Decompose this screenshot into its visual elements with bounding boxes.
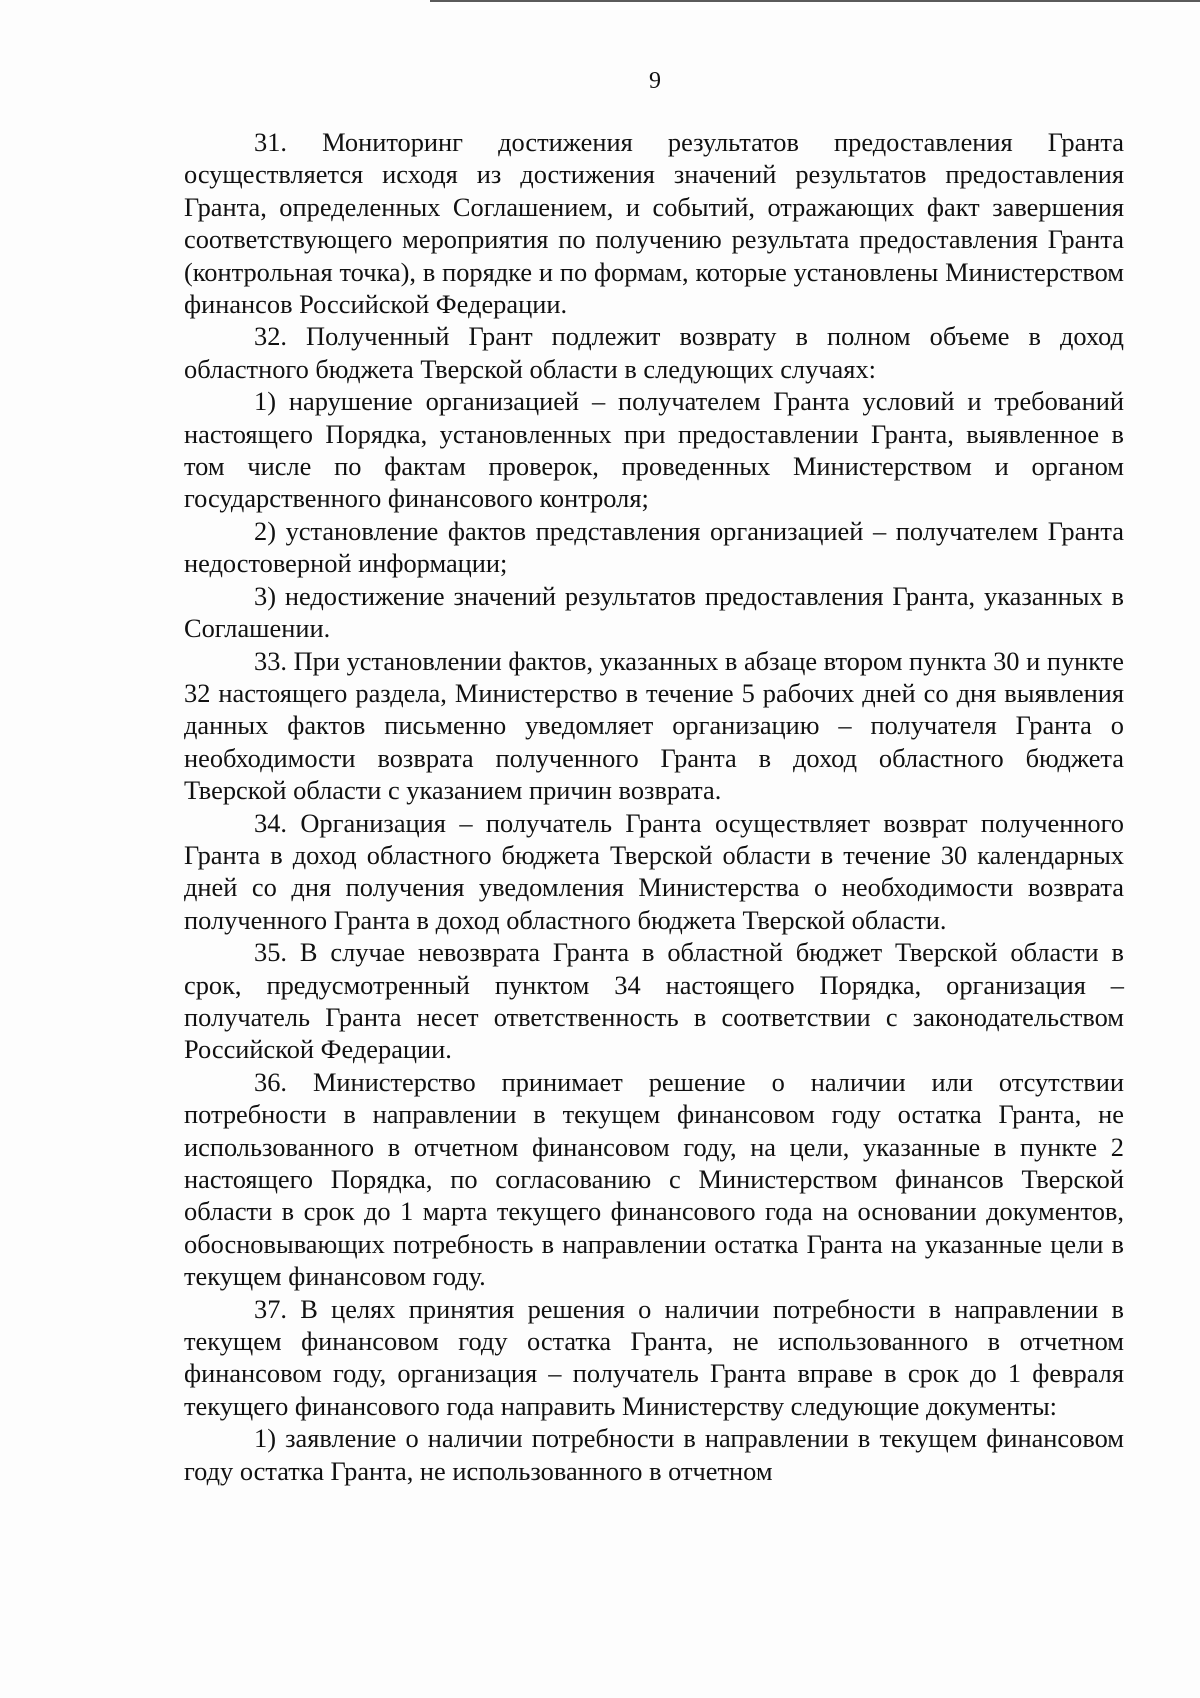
scan-edge-line: [430, 0, 1200, 2]
paragraph-35: 35. В случае невозврата Гранта в областной бюджет Тверской области в срок, предусмотренный пунктом 34 настоящего Порядка, организация – получатель Гранта несет ответственность в соответствии с законодательством Российской Федерации.: [184, 937, 1124, 1065]
paragraph-32-item-1: 1) нарушение организацией – получателем Гранта условий и требований настоящего Порядка, установленных при предоставлении Гранта, выявленное в том числе по фактам проверок, проведенных Министерством и органом государственного финансового контроля;: [184, 386, 1124, 514]
paragraph-36: 36. Министерство принимает решение о наличии или отсутствии потребности в направлении в текущем финансовом году остатка Гранта, не использованного в отчетном финансовом году, на цели, указанные в пункте 2 настоящего Порядка, по согласованию с Министерством финансов Тверской области в срок до 1 марта текущего финансового года на основании документов, обосновывающих потребность в направлении остатка Гранта на указанные цели в текущем финансовом году.: [184, 1066, 1124, 1292]
paragraph-32-item-3: 3) недостижение значений результатов предоставления Гранта, указанных в Соглашении.: [184, 580, 1124, 644]
paragraph-32: 32. Полученный Грант подлежит возврату в полном объеме в доход областного бюджета Тверской области в следующих случаях:: [184, 321, 1124, 384]
paragraph-37: 37. В целях принятия решения о наличии потребности в направлении в текущем финансовом году остатка Гранта, не использованного в отчетном финансовом году, организация – получатель Гранта вправе в срок до 1 февраля текущего финансового года направить Министерству следующие документы:: [184, 1293, 1124, 1421]
paragraph-33: 33. При установлении фактов, указанных в абзаце втором пункта 30 и пункте 32 настоящего раздела, Министерство в течение 5 рабочих дней со дня выявления данных фактов письменно уведомляет организацию – получателя Гранта о необходимости возврата полученного Гранта в доход областного бюджета Тверской области с указанием причин возврата.: [184, 645, 1124, 806]
paragraph-32-item-2: 2) установление фактов представления организацией – получателем Гранта недостоверной информации;: [184, 515, 1124, 579]
document-body: [184, 126, 1124, 1487]
paragraph-37-item-1: 1) заявление о наличии потребности в направлении в текущем финансовом году остатка Гранта, не использованного в отчетном: [184, 1423, 1124, 1486]
page-number: 9: [649, 68, 661, 94]
paragraph-31: 31. Мониторинг достижения результатов предоставления Гранта осуществляется исходя из достижения значений результатов предоставления Гранта, определенных Соглашением, и событий, отражающих факт завершения соответствующего мероприятия по получению результата предоставления Гранта (контрольная точка), в порядке и по формам, которые установлены Министерством финансов Российской Федерации.: [184, 127, 1124, 320]
paragraph-34: 34. Организация – получатель Гранта осуществляет возврат полученного Гранта в доход областного бюджета Тверской области в течение 30 календарных дней со дня получения уведомления Министерства о необходимости возврата полученного Гранта в доход областного бюджета Тверской области.: [184, 807, 1124, 935]
